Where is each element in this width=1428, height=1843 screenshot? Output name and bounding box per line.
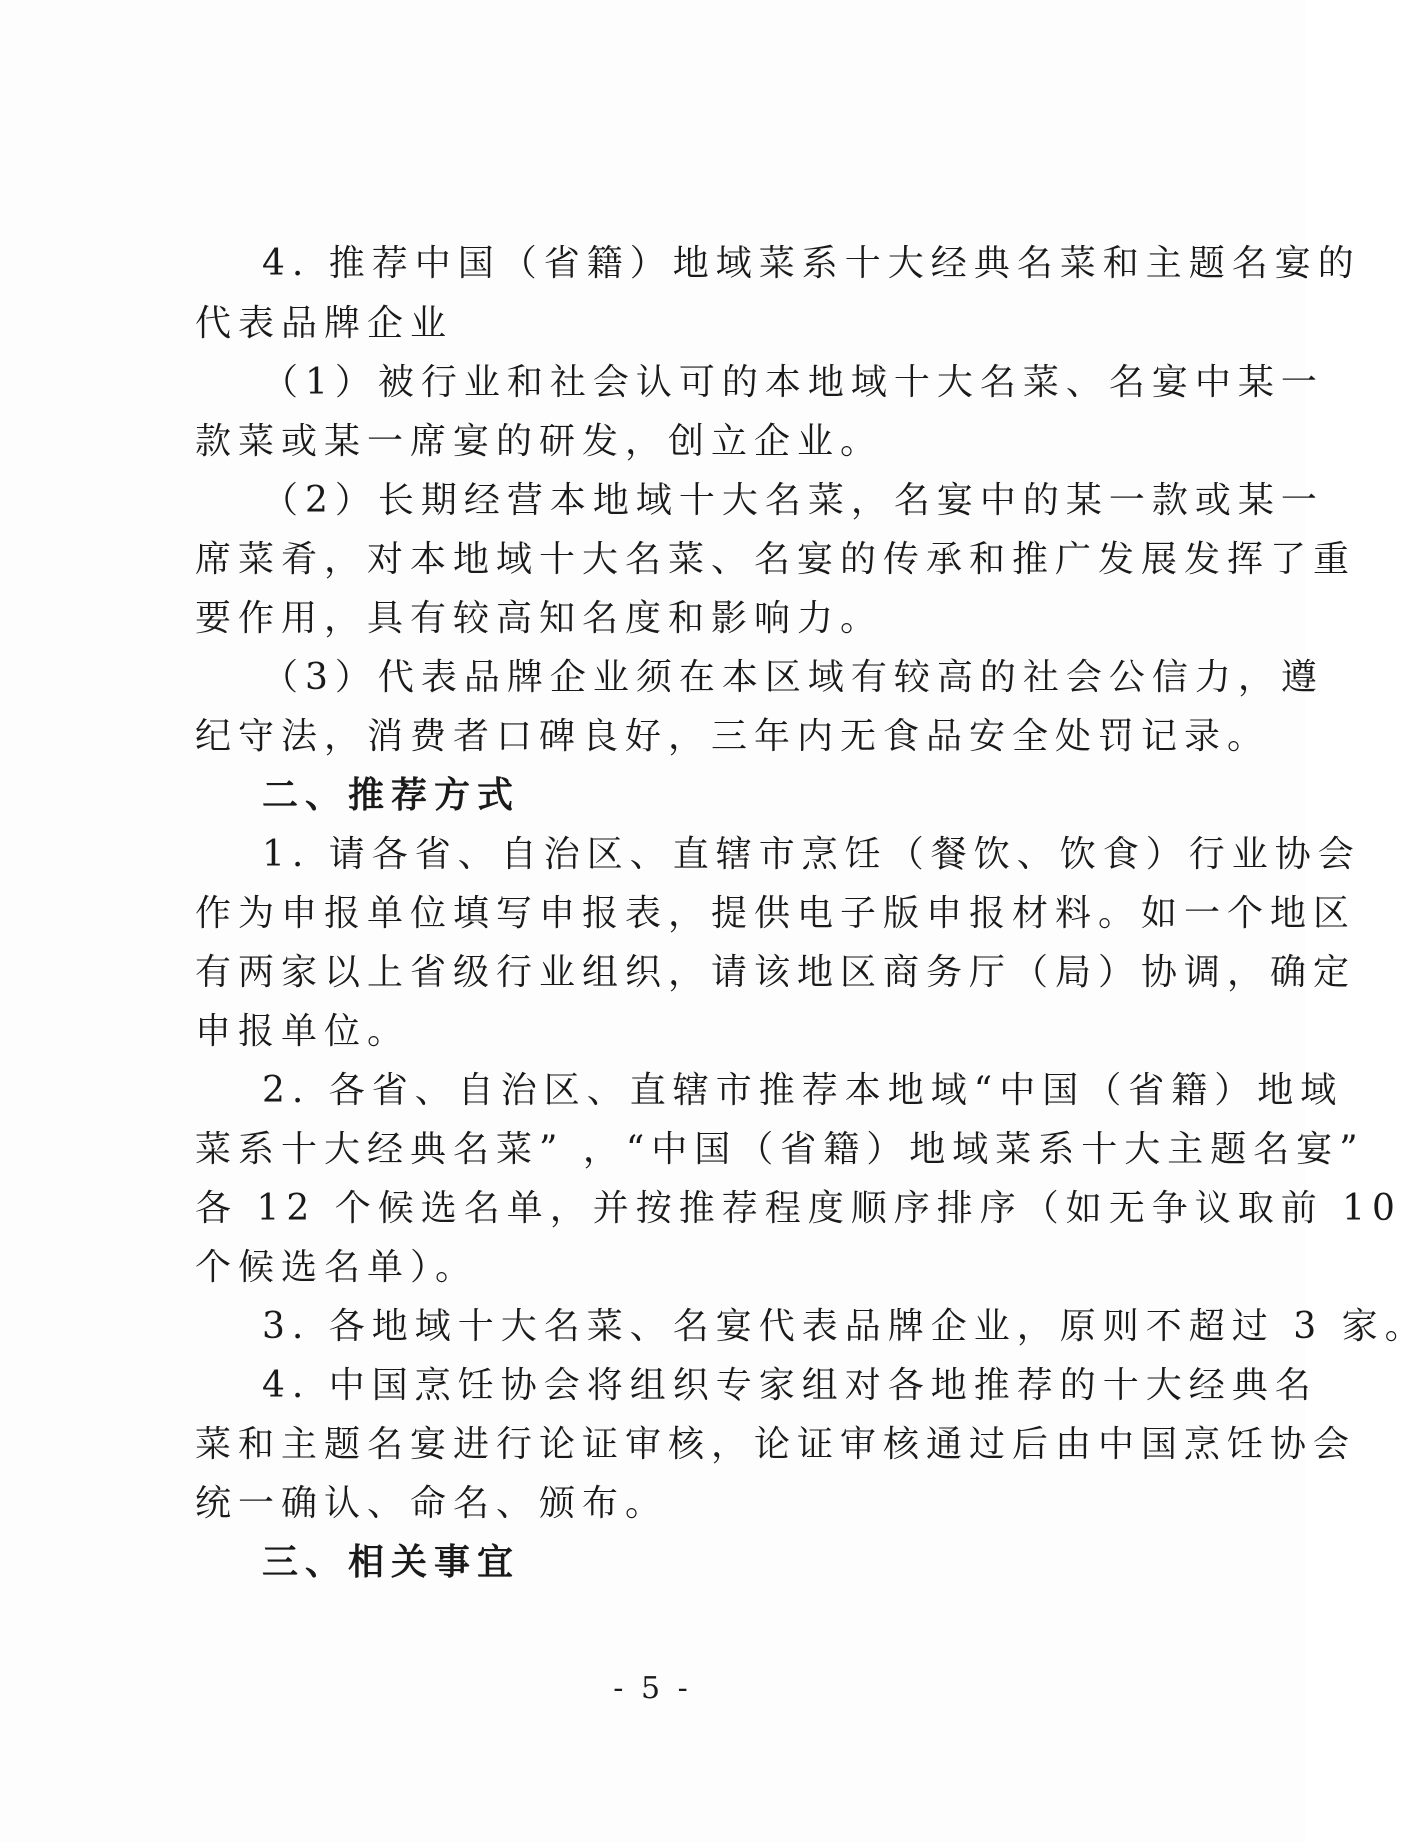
paragraph-line: 个候选名单）。 — [195, 1247, 479, 1288]
page-number: - 5 - — [613, 1671, 692, 1706]
paragraph-line: 代表品牌企业 — [195, 303, 454, 344]
paragraph-line: 作为申报单位填写申报表，提供电子版申报材料。如一个地区 — [195, 893, 1357, 934]
paragraph-line: 4. 中国烹饪协会将组织专家组对各地推荐的十大经典名 — [262, 1365, 1318, 1406]
paragraph-line: 3. 各地域十大名菜、名宴代表品牌企业，原则不超过 3 家。 — [262, 1306, 1428, 1347]
paragraph-line: 席菜肴，对本地域十大名菜、名宴的传承和推广发展发挥了重 — [195, 539, 1357, 580]
paragraph-line: 有两家以上省级行业组织，请该地区商务厅（局）协调，确定 — [195, 952, 1357, 993]
paragraph-line: 要作用，具有较高知名度和影响力。 — [195, 598, 884, 639]
paragraph-line: 款菜或某一席宴的研发，创立企业。 — [195, 421, 884, 462]
paragraph-line: 菜和主题名宴进行论证审核，论证审核通过后由中国烹饪协会 — [195, 1424, 1357, 1465]
paragraph-line: 4. 推荐中国（省籍）地域菜系十大经典名菜和主题名宴的 — [262, 243, 1361, 284]
paragraph-line: 纪守法，消费者口碑良好，三年内无食品安全处罚记录。 — [195, 716, 1271, 757]
paragraph-line: 2. 各省、自治区、直辖市推荐本地域“中国（省籍）地域 — [262, 1070, 1344, 1111]
paragraph-line: 申报单位。 — [195, 1011, 411, 1052]
paragraph-line: （3）代表品牌企业须在本区域有较高的社会公信力，遵 — [262, 657, 1324, 698]
paragraph-line: （2）长期经营本地域十大名菜，名宴中的某一款或某一 — [262, 480, 1324, 521]
paragraph-line: 1. 请各省、自治区、直辖市烹饪（餐饮、饮食）行业协会 — [262, 834, 1361, 875]
paragraph-line: 统一确认、命名、颁布。 — [195, 1483, 669, 1524]
section-heading: 二、推荐方式 — [262, 775, 521, 816]
paragraph-line: （1）被行业和社会认可的本地域十大名菜、名宴中某一 — [262, 362, 1324, 403]
paragraph-line: 菜系十大经典名菜” ，“中国（省籍）地域菜系十大主题名宴” — [195, 1129, 1365, 1170]
section-heading: 三、相关事宜 — [262, 1542, 521, 1583]
paragraph-line: 各 12 个候选名单，并按推荐程度顺序排序（如无争议取前 10 — [195, 1188, 1402, 1229]
